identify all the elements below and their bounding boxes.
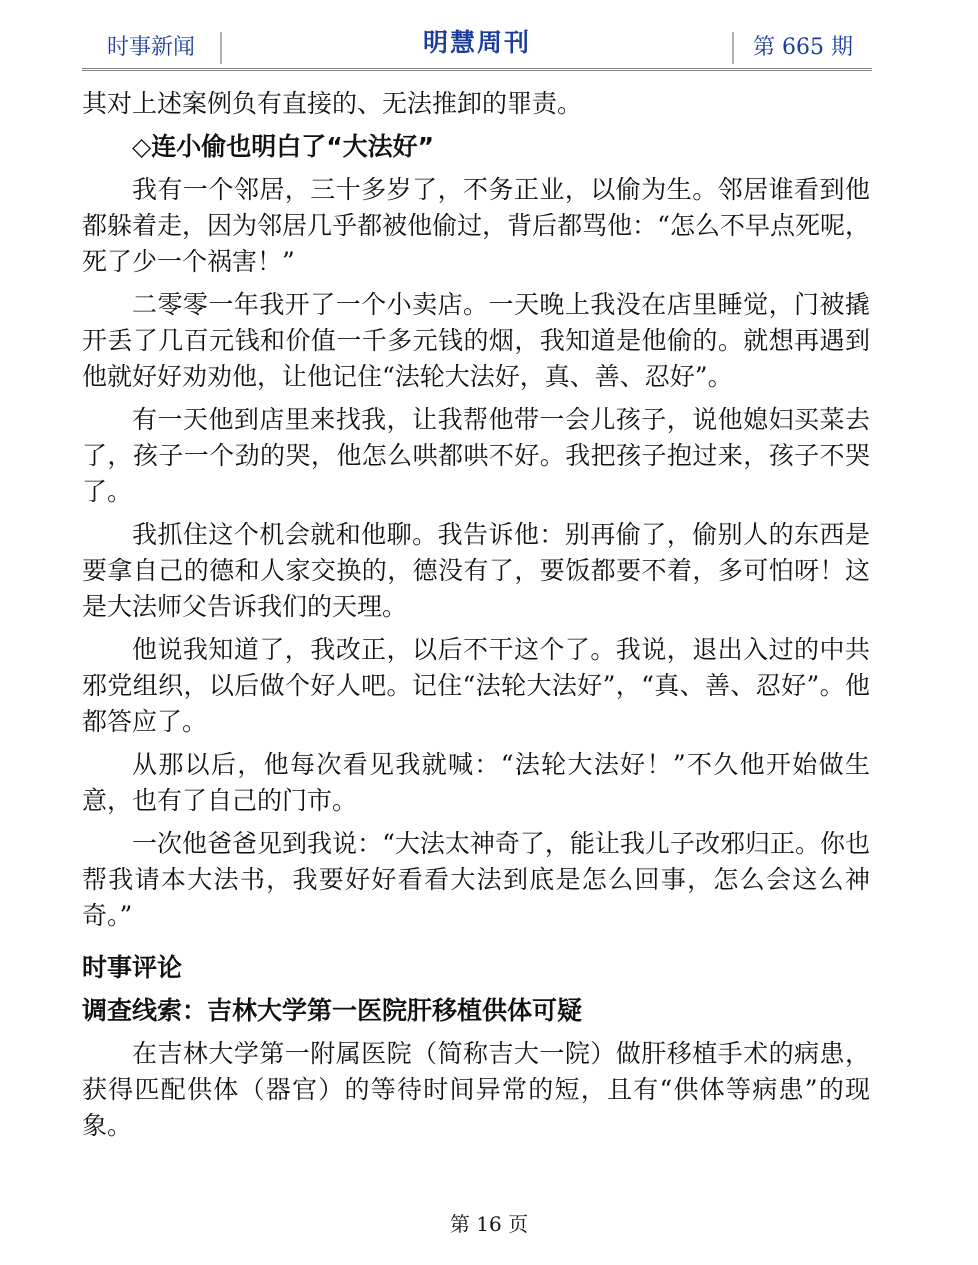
story-heading: ◇连小偷也明白了“大法好” [132,132,435,161]
paragraph: 从那以后，他每次看见我就喊：“法轮大法好！”不久他开始做生意，也有了自己的门市。 [82,750,870,815]
paragraph: 他说我知道了，我改正，以后不干这个了。我说，退出入过的中共邪党组织，以后做个好人吧。记住“法轮大法好”，“真、善、忍好”。他都答应了。 [82,635,870,736]
article-body [82,86,870,1151]
article-heading: 调查线索：吉林大学第一医院肝移植供体可疑 [82,996,583,1025]
paragraph: 一次他爸爸见到我说：“大法太神奇了，能让我儿子改邪归正。你也帮我请本大法书，我要好好看看大法到底是怎么回事，怎么会这么神奇。” [82,829,870,930]
paragraph: 二零零一年我开了一个小卖店。一天晚上我没在店里睡觉，门被撬开丢了几百元钱和价值一千多元钱的烟，我知道是他偷的。就想再遇到他就好好劝劝他，让他记住“法轮大法好，真、善、忍好”。 [82,290,870,391]
paragraph: 我抓住这个机会就和他聊。我告诉他：别再偷了，偷别人的东西是要拿自己的德和人家交换的，德没有了，要饭都要不着，多可怕呀！这是大法师父告诉我们的天理。 [82,520,870,621]
paragraph: 其对上述案例负有直接的、无法推卸的罪责。 [82,89,583,118]
page-header [82,26,872,71]
page-number: 第 16 页 [449,1212,529,1236]
header-section-label: 时事新闻 [82,32,222,64]
header-issue-number: 第 665 期 [732,32,872,64]
header-publication-title: 明慧周刊 [422,28,531,57]
paragraph: 有一天他到店里来找我，让我帮他带一会儿孩子，说他媳妇买菜去了，孩子一个劲的哭，他怎么哄都哄不好。我把孩子抱过来，孩子不哭了。 [82,405,870,506]
paragraph: 我有一个邻居，三十多岁了，不务正业，以偷为生。邻居谁看到他都躲着走，因为邻居几乎都被他偷过，背后都骂他：“怎么不早点死呢，死了少一个祸害！” [82,175,870,276]
section-heading: 时事评论 [82,953,183,982]
paragraph: 在吉林大学第一附属医院（简称吉大一院）做肝移植手术的病患，获得匹配供体（器官）的等待时间异常的短，且有“供体等病患”的现象。 [82,1039,870,1140]
